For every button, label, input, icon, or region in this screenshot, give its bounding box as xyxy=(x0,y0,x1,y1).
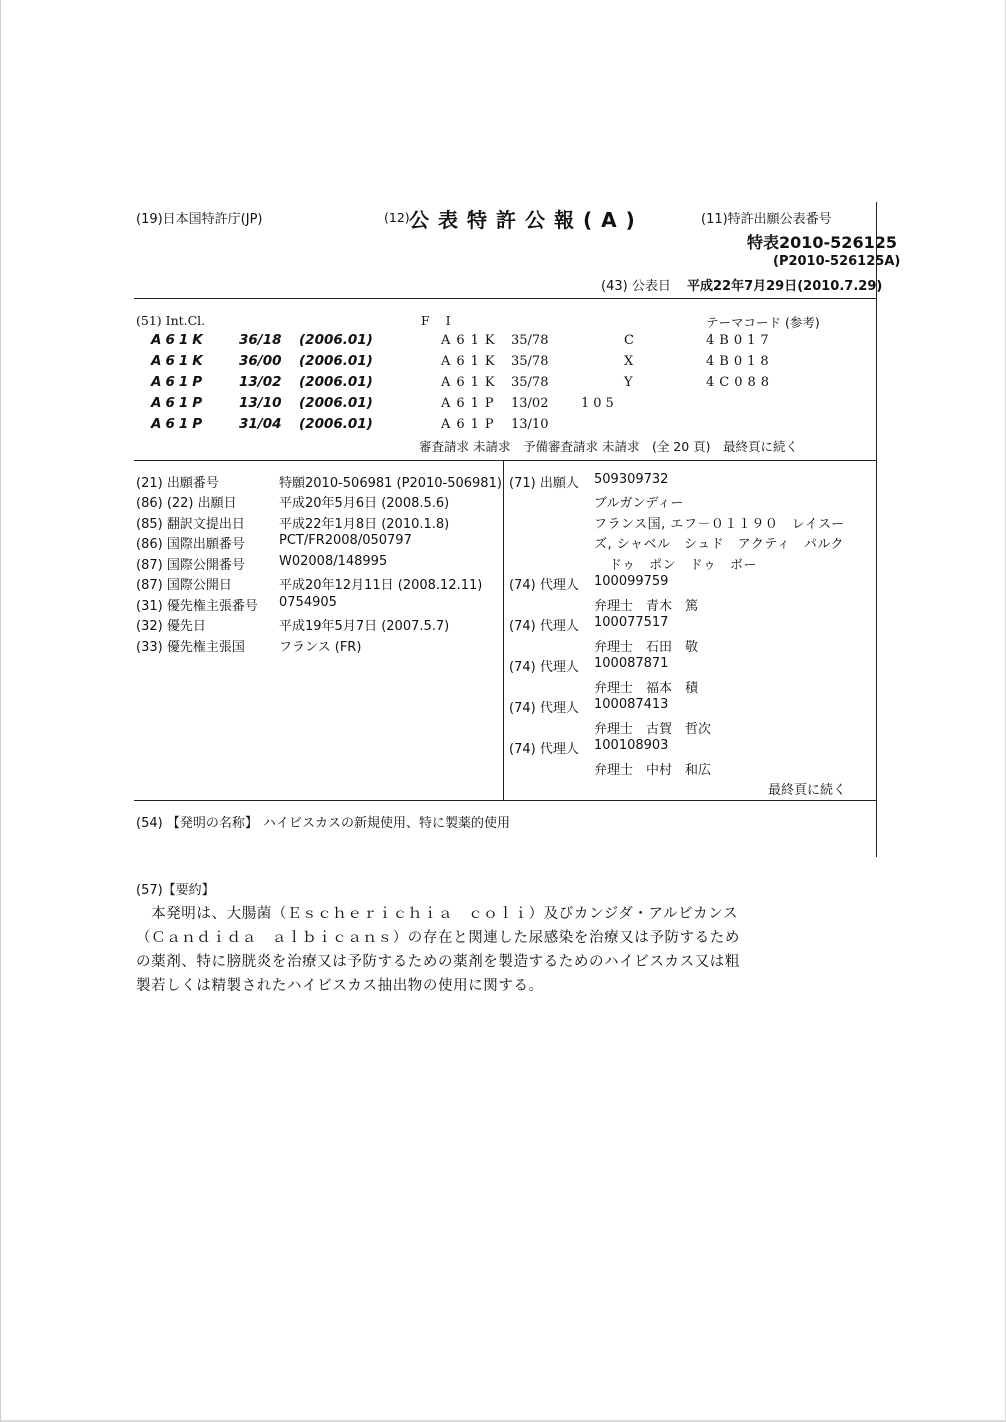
bib-value: PCT/FR2008/050797 xyxy=(279,533,412,548)
examination-status: 審査請求 未請求 予備審査請求 未請求 (全 20 頁) 最終頁に続く xyxy=(419,439,799,454)
fi-code: A61P xyxy=(441,417,500,432)
bib-label: (31) 優先権主張番号 xyxy=(136,599,258,614)
agent-name: 弁理士 福本 積 xyxy=(594,681,699,696)
applicant-address-line: フランス国, エフ－０１１９０ レイスー xyxy=(594,517,845,532)
bib-value: 平成22年1月8日 (2010.1.8) xyxy=(279,517,450,532)
agent-label: (74) 代理人 xyxy=(509,701,579,716)
bib-label: (21) 出願番号 xyxy=(136,476,219,491)
publication-date-label: (43) 公表日 xyxy=(601,279,671,294)
fi-group: 35/78 xyxy=(511,375,549,390)
applicant-number: 509309732 xyxy=(594,472,669,487)
bib-value: 平成20年12月11日 (2008.12.11) xyxy=(279,578,483,593)
applicant-address-line: ドゥ ポン ドゥ ボー xyxy=(609,558,757,573)
applicant-address-line: ズ, シャベル シュド アクティ パルク xyxy=(594,537,845,552)
publication-number-alt: (P2010-526125A) xyxy=(773,254,901,269)
agent-name: 弁理士 青木 篤 xyxy=(594,599,699,614)
ipc-version: (2006.01) xyxy=(299,353,373,369)
bib-label: (86) 国際出願番号 xyxy=(136,537,245,552)
invention-title: ハイビスカスの新規使用、特に製薬的使用 xyxy=(263,816,511,831)
ipc-group: 13/10 xyxy=(239,395,282,411)
bib-label: (87) 国際公開日 xyxy=(136,578,232,593)
fi-code: A61K xyxy=(441,375,501,390)
bib-value: 平成19年5月7日 (2007.5.7) xyxy=(279,619,450,634)
agent-label: (74) 代理人 xyxy=(509,578,579,593)
fi-code: A61K xyxy=(441,354,501,369)
ipc-code: A61P xyxy=(151,374,207,390)
abstract-line: 本発明は、大腸菌（Ｅｓｃｈｅｒｉｃｈｉａ ｃｏｌｉ）及びカンジダ・アルビカンス xyxy=(136,906,739,922)
fi-symbol: C xyxy=(624,333,634,348)
publication-type-number: (12) xyxy=(384,210,410,225)
ipc-code: A61P xyxy=(151,416,207,432)
abstract-line: 製若しくは精製されたハイビスカス抽出物の使用に関する。 xyxy=(136,978,544,994)
fi-extra: 105 xyxy=(581,396,618,411)
bib-label: (87) 国際公開番号 xyxy=(136,558,245,573)
fi-symbol: Y xyxy=(624,375,633,390)
agent-label: (74) 代理人 xyxy=(509,619,579,634)
publication-date: 平成22年7月29日(2010.7.29) xyxy=(687,279,883,294)
fi-code: A61P xyxy=(441,396,500,411)
fi-group: 35/78 xyxy=(511,354,549,369)
publication-number-label: (11)特許出願公表番号 xyxy=(701,212,832,227)
abstract-line: の薬剤、特に膀胱炎を治療又は予防するための薬剤を製造するためのハイビスカス又は粗 xyxy=(136,954,740,970)
agent-label: (74) 代理人 xyxy=(509,742,579,757)
ipc-version: (2006.01) xyxy=(299,374,373,390)
theme-code-label: テーマコード (参考) xyxy=(706,315,820,330)
fi-group: 35/78 xyxy=(511,333,549,348)
ipc-code: A61K xyxy=(151,353,207,369)
applicant-name: ブルガンディー xyxy=(594,496,684,511)
applicant-label: (71) 出願人 xyxy=(509,476,579,491)
continued-note: 最終頁に続く xyxy=(768,783,847,798)
bib-label: (85) 翻訳文提出日 xyxy=(136,517,245,532)
theme-code: 4B018 xyxy=(706,354,774,369)
publication-number: 特表2010-526125 xyxy=(747,233,897,252)
rule-bottom xyxy=(134,800,876,801)
agent-name: 弁理士 中村 和広 xyxy=(594,763,712,778)
agent-number: 100087413 xyxy=(594,697,669,712)
agent-name: 弁理士 古賀 哲次 xyxy=(594,722,712,737)
bib-label: (86) (22) 出願日 xyxy=(136,496,237,511)
fi-code: A61K xyxy=(441,333,501,348)
ipc-group: 36/00 xyxy=(239,353,282,369)
theme-code: 4B017 xyxy=(706,333,774,348)
bib-value: 0754905 xyxy=(279,595,337,610)
agent-name: 弁理士 石田 敬 xyxy=(594,640,699,655)
fi-label: F I xyxy=(421,313,457,328)
ipc-version: (2006.01) xyxy=(299,416,373,432)
agent-number: 100077517 xyxy=(594,615,669,630)
ipc-version: (2006.01) xyxy=(299,395,373,411)
title-label: (54) 【発明の名称】 xyxy=(136,816,258,831)
agent-label: (74) 代理人 xyxy=(509,660,579,675)
ipc-code: A61K xyxy=(151,332,207,348)
agent-number: 100108903 xyxy=(594,738,669,753)
rule-top xyxy=(134,298,876,299)
abstract-line: （Ｃａｎｄｉｄａ ａｌｂｉｃａｎｓ）の存在と関連した尿感染を治療又は予防するため xyxy=(136,930,740,946)
fi-symbol: X xyxy=(624,354,634,369)
ipc-code: A61P xyxy=(151,395,207,411)
publication-type: 公表特許公報(A) xyxy=(409,208,644,232)
ipc-version: (2006.01) xyxy=(299,332,373,348)
bib-value: W02008/148995 xyxy=(279,554,388,569)
theme-code: 4C088 xyxy=(706,375,775,390)
column-divider xyxy=(503,460,504,800)
ipc-group: 13/02 xyxy=(239,374,282,390)
ipc-group: 36/18 xyxy=(239,332,282,348)
ipc-group: 31/04 xyxy=(239,416,282,432)
fi-group: 13/02 xyxy=(511,396,549,411)
frame-right-border xyxy=(876,202,877,857)
bib-label: (33) 優先権主張国 xyxy=(136,640,245,655)
rule-middle xyxy=(134,460,876,461)
agent-number: 100087871 xyxy=(594,656,669,671)
bib-value: 特願2010-506981 (P2010-506981) xyxy=(279,476,502,491)
bib-value: 平成20年5月6日 (2008.5.6) xyxy=(279,496,450,511)
int-cl-label: (51) Int.Cl. xyxy=(136,313,206,328)
bib-label: (32) 優先日 xyxy=(136,619,206,634)
issuing-office: (19)日本国特許庁(JP) xyxy=(136,212,263,227)
agent-number: 100099759 xyxy=(594,574,669,589)
fi-group: 13/10 xyxy=(511,417,549,432)
abstract-label: (57)【要約】 xyxy=(136,883,215,898)
bib-value: フランス (FR) xyxy=(279,640,362,655)
